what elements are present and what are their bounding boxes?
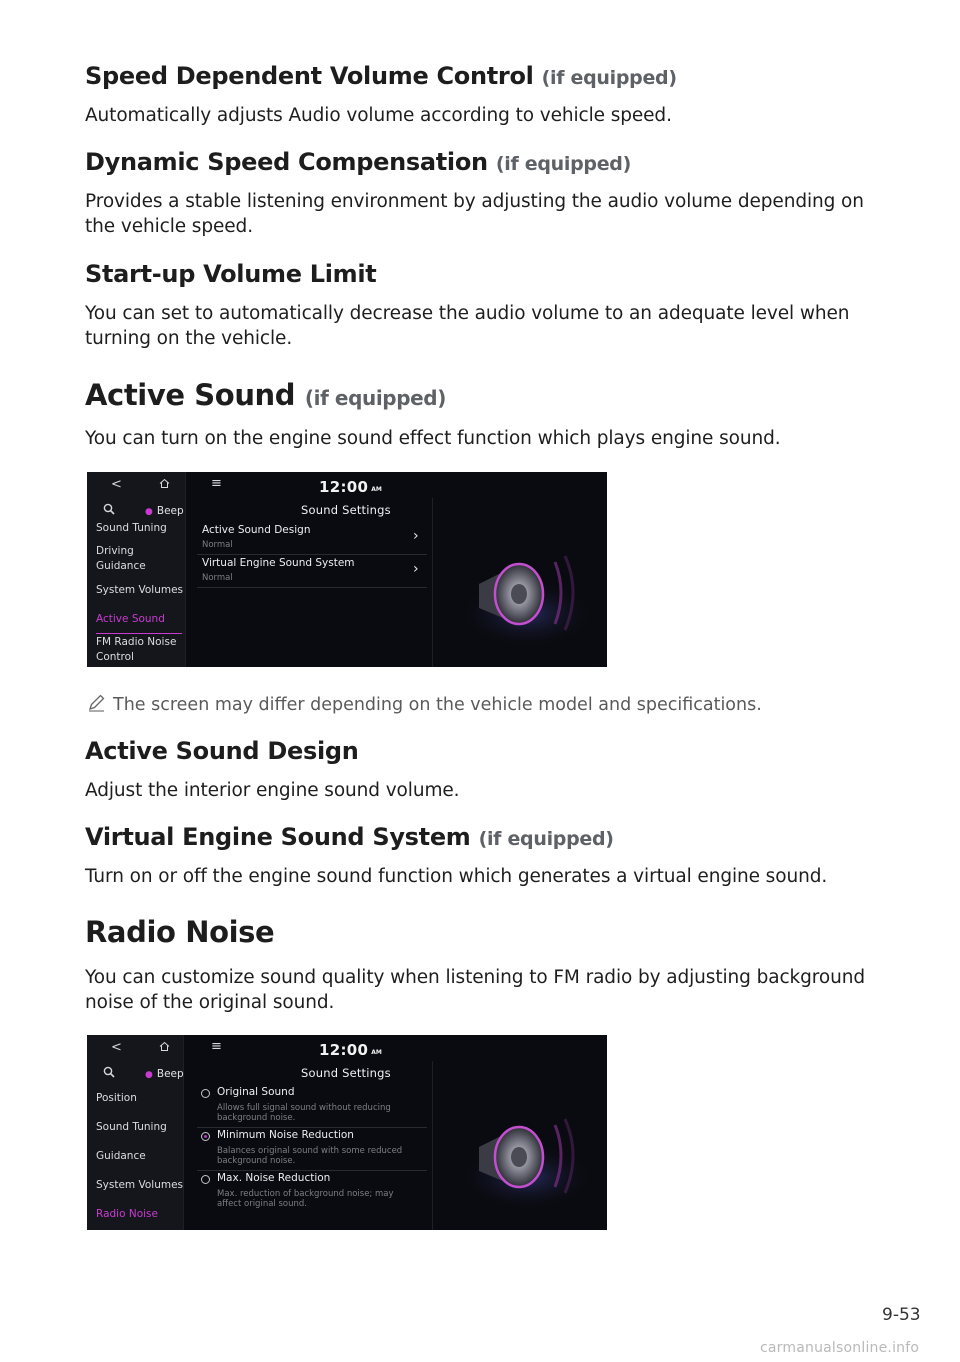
sidebar-item-guidance[interactable]: Guidance: [96, 1150, 146, 1162]
list-divider: [197, 1127, 427, 1128]
option-description: Balances original sound with some reduced background noise.: [217, 1146, 403, 1166]
option-title: Minimum Noise Reduction: [217, 1129, 354, 1141]
heading-virtual-engine-sound-system: Virtual Engine Sound System (if equipped): [85, 823, 614, 851]
watermark: carmanualsonline.info: [760, 1340, 920, 1356]
top-bar: [87, 1035, 607, 1061]
option-title: Active Sound Design: [202, 524, 311, 536]
option-description: Allows full signal sound without reducing background noise.: [217, 1103, 391, 1123]
menu-icon[interactable]: ≡: [211, 476, 222, 491]
sidebar-item-driving-guidance[interactable]: Driving Guidance: [96, 545, 146, 572]
clock: 12:00 AM: [319, 1041, 382, 1059]
back-icon[interactable]: <: [111, 477, 122, 492]
back-icon[interactable]: <: [111, 1040, 122, 1055]
speaker-icon: [457, 532, 597, 652]
body-speed-dependent-volume: Automatically adjusts Audio volume according to vehicle speed.: [85, 105, 672, 126]
option-title: Max. Noise Reduction: [217, 1172, 331, 1184]
sidebar-item-active-sound[interactable]: Active Sound: [96, 612, 184, 627]
search-icon[interactable]: [103, 1066, 115, 1082]
option-title: Virtual Engine Sound System: [202, 557, 355, 569]
if-equipped-label: (if equipped): [541, 67, 677, 89]
list-divider: [197, 554, 427, 555]
top-bar: [87, 472, 607, 498]
heading-active-sound: Active Sound (if equipped): [85, 378, 446, 412]
option-value: Normal: [202, 573, 233, 583]
heading-startup-volume-limit: Start-up Volume Limit: [85, 260, 377, 288]
heading-active-sound-design: Active Sound Design: [85, 737, 359, 765]
beep-dot-icon: ●: [145, 1070, 153, 1080]
option-description: Max. reduction of background noise; may affect original sound.: [217, 1189, 394, 1209]
screenshot-radio-noise: [87, 1035, 607, 1230]
if-equipped-label: (if equipped): [478, 828, 614, 850]
beep-dot-icon: ●: [145, 507, 153, 517]
heading-dynamic-speed-compensation: Dynamic Speed Compensation (if equipped): [85, 148, 631, 176]
radio-button[interactable]: [201, 1175, 210, 1184]
clock: 12:00 AM: [319, 478, 382, 496]
beep-toggle[interactable]: ● Beep: [145, 1068, 184, 1080]
heading-speed-dependent-volume: Speed Dependent Volume Control (if equipped): [85, 62, 677, 90]
body-active-sound-design: Adjust the interior engine sound volume.: [85, 780, 460, 801]
sidebar-item-sound-tuning[interactable]: Sound Tuning: [96, 1121, 167, 1133]
chevron-right-icon: ›: [413, 528, 419, 544]
screen-title: Sound Settings: [301, 1066, 391, 1080]
sidebar-item-fm-radio-noise-control[interactable]: FM Radio Noise Control: [96, 636, 177, 663]
speaker-icon: [457, 1095, 597, 1215]
if-equipped-label: (if equipped): [495, 153, 631, 175]
active-underline: [96, 633, 182, 634]
chevron-right-icon: ›: [413, 561, 419, 577]
body-radio-noise: You can customize sound quality when listening to FM radio by adjusting background noise of the original sound.: [85, 967, 866, 1013]
radio-button-selected[interactable]: [201, 1132, 210, 1141]
search-icon[interactable]: [103, 503, 115, 519]
menu-icon[interactable]: ≡: [211, 1039, 222, 1054]
list-divider: [197, 1170, 427, 1171]
home-icon[interactable]: [159, 478, 170, 493]
panel-divider: [432, 498, 433, 667]
radio-button[interactable]: [201, 1089, 210, 1098]
body-startup-volume-limit: You can set to automatically decrease the audio volume to an adequate level when turning on the vehicle.: [85, 303, 850, 349]
if-equipped-label: (if equipped): [304, 386, 446, 410]
page-number: 9-53: [882, 1305, 921, 1325]
sidebar-item-system-volumes[interactable]: System Volumes: [96, 1179, 184, 1191]
body-dynamic-speed-compensation: Provides a stable listening environment by adjusting the audio volume depending on the vehicle speed.: [85, 191, 864, 237]
body-active-sound: You can turn on the engine sound effect function which plays engine sound.: [85, 428, 781, 449]
note-pencil-icon: [87, 693, 107, 713]
screenshot-active-sound: [87, 472, 607, 667]
beep-toggle[interactable]: ● Beep: [145, 505, 184, 517]
heading-radio-noise: Radio Noise: [85, 915, 275, 949]
note: The screen may differ depending on the vehicle model and specifications.: [87, 693, 762, 715]
sidebar-item-system-volumes[interactable]: System Volumes: [96, 584, 184, 596]
screen-title: Sound Settings: [301, 503, 391, 517]
option-value: Normal: [202, 540, 233, 550]
sidebar-item-radio-noise[interactable]: Radio Noise: [96, 1208, 158, 1220]
sidebar-item-position[interactable]: Position: [96, 1092, 137, 1104]
home-icon[interactable]: [159, 1041, 170, 1056]
option-title: Original Sound: [217, 1086, 295, 1098]
panel-divider: [432, 1061, 433, 1230]
body-virtual-engine-sound-system: Turn on or off the engine sound function which generates a virtual engine sound.: [85, 866, 828, 887]
sidebar-item-sound-tuning[interactable]: Sound Tuning: [96, 522, 167, 534]
list-divider: [197, 587, 427, 588]
